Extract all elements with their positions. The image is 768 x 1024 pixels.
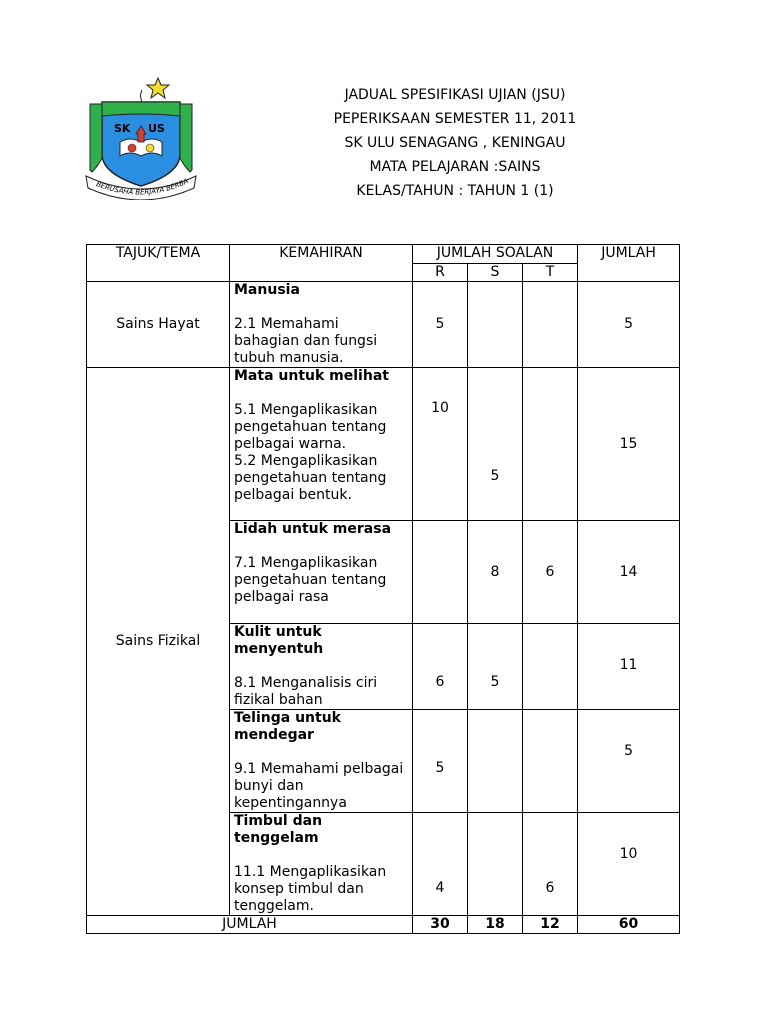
skill-cell [230,624,413,710]
document-header [250,86,660,206]
skill-title: Lidah untuk merasa [234,521,392,537]
total-label: JUMLAH [87,916,413,934]
theme-cell: Sains Fizikal [87,368,230,916]
row-total: 10 [578,813,680,916]
grand-total: 60 [578,916,680,934]
header-line-title: JADUAL SPESIFIKASI UJIAN (JSU) [344,87,566,103]
count-t: 6 [523,813,578,916]
theme-cell: Sains Hayat [87,282,230,368]
count-t [523,624,578,710]
skill-title: Timbul dan tenggelam [234,813,323,846]
skill-standard: 7.1 Mengaplikasikan pengetahuan tentang pelbagai rasa [234,555,387,605]
header-r: R [413,264,468,282]
skill-cell [230,368,413,521]
count-t [523,368,578,521]
header-kemahiran: KEMAHIRAN [230,245,413,282]
row-total: 15 [578,368,680,521]
count-r [413,521,468,624]
header-tajuk: TAJUK/TEMA [87,245,230,282]
skill-cell [230,282,413,368]
skill-standard: 8.1 Menganalisis ciri fizikal bahan [234,675,378,708]
skill-standard: 2.1 Memahami bahagian dan fungsi tubuh manusia. [234,316,378,366]
count-r: 10 [413,368,468,521]
count-r: 5 [413,282,468,368]
header-line-class: KELAS/TAHUN : TAHUN 1 (1) [356,183,554,199]
count-s [468,282,523,368]
header-jumlah: JUMLAH [578,245,680,282]
count-t [523,282,578,368]
header-s: S [468,264,523,282]
specification-table [86,244,680,934]
school-logo [80,76,202,200]
logo-motto: BERUSAHA BERJAYA BERBA [94,177,190,197]
count-s: 5 [468,368,523,521]
count-s: 5 [468,624,523,710]
logo-letters-right: US [148,122,165,135]
count-t: 6 [523,521,578,624]
row-total: 11 [578,624,680,710]
skill-title: Telinga untuk mendegar [234,710,341,743]
skill-title: Mata untuk melihat [234,368,389,384]
row-total: 5 [578,710,680,813]
header-line-exam: PEPERIKSAAN SEMESTER 11, 2011 [333,111,577,127]
skill-standard: 5.1 Mengaplikasikan pengetahuan tentang pelbagai warna. [234,402,387,452]
skill-standard: 5.2 Mengaplikasikan pengetahuan tentang pelbagai bentuk. [234,453,387,503]
skill-title: Kulit untuk menyentuh [234,624,324,657]
header-line-school: SK ULU SENAGANG , KENINGAU [344,135,566,151]
table-row [87,282,680,368]
skill-standard: 9.1 Memahami pelbagai bunyi dan kepentingannya [234,761,404,811]
header-line-subject: MATA PELAJARAN :SAINS [369,159,541,175]
skill-cell [230,710,413,813]
total-s: 18 [468,916,523,934]
count-r: 6 [413,624,468,710]
skill-cell [230,521,413,624]
count-t [523,710,578,813]
skill-standard: 11.1 Mengaplikasikan konsep timbul dan tenggelam. [234,864,387,914]
count-s [468,813,523,916]
skill-cell [230,813,413,916]
header-jumlah-soalan: JUMLAH SOALAN [413,245,578,264]
total-t: 12 [523,916,578,934]
total-row [87,916,680,934]
logo-letters-left: SK [114,122,131,135]
row-total: 14 [578,521,680,624]
header-t: T [523,264,578,282]
table-row [87,368,680,521]
count-s [468,710,523,813]
count-s: 8 [468,521,523,624]
count-r: 4 [413,813,468,916]
row-total: 5 [578,282,680,368]
skill-title: Manusia [234,282,300,298]
total-r: 30 [413,916,468,934]
count-r: 5 [413,710,468,813]
